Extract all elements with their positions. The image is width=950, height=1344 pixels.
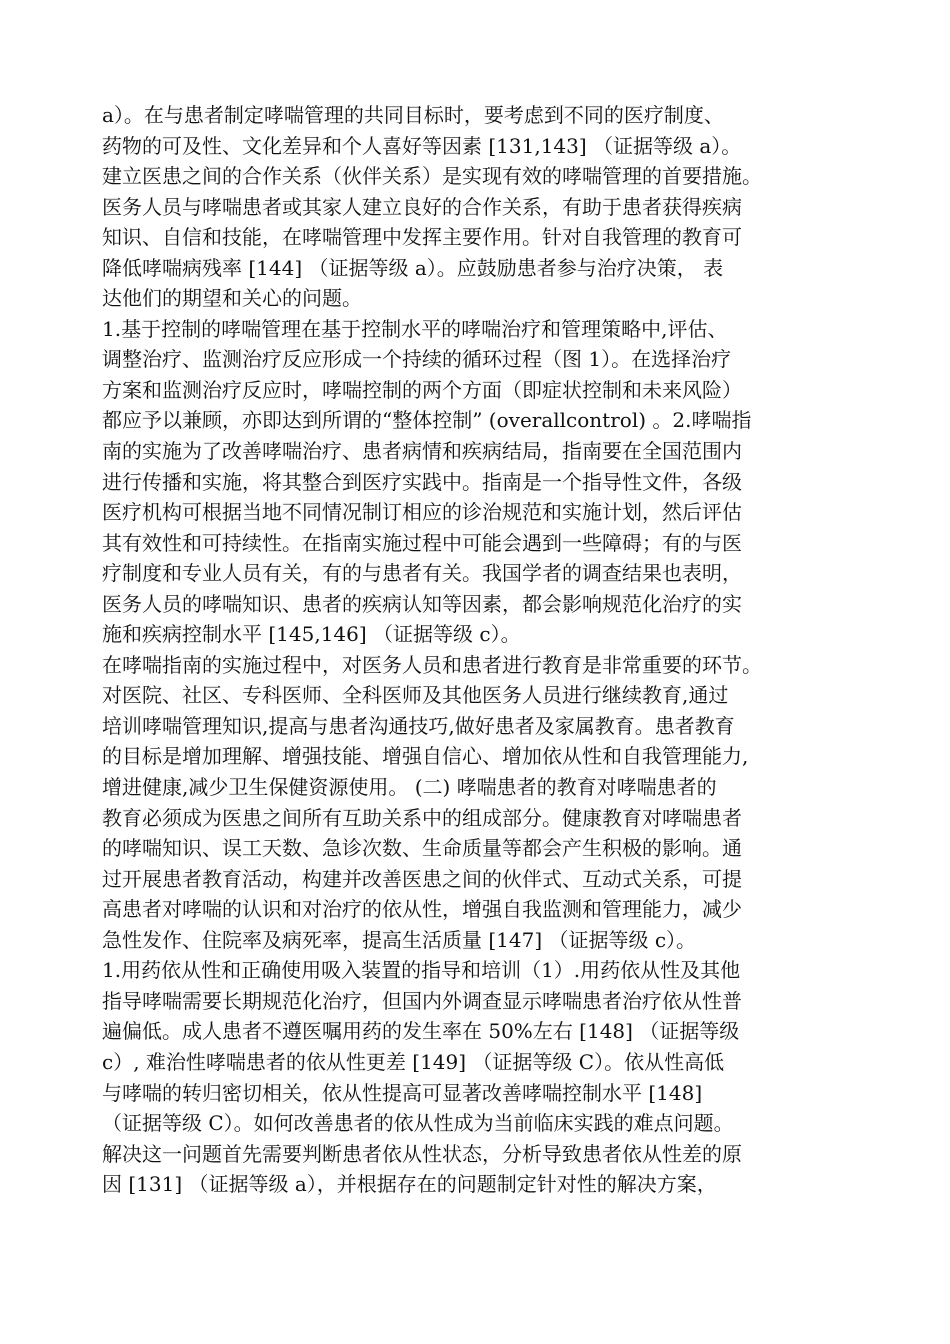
text-line: 对医院、社区、专科医师、全科医师及其他医务人员进行继续教育,通过: [102, 683, 729, 708]
text-line: （证据等级 C）。如何改善患者的依从性成为当前临床实践的难点问题。: [102, 1111, 734, 1136]
text-line: 都应予以兼顾，亦即达到所谓的“整体控制” (overallcontrol) 。2.哮喘指: [102, 408, 752, 433]
text-line: 疗制度和专业人员有关，有的与患者有关。我国学者的调查结果也表明，: [102, 561, 742, 586]
text-line: 1.用药依从性和正确使用吸入装置的指导和培训（1）.用药依从性及其他: [102, 958, 741, 983]
text-line: 增进健康,减少卫生保健资源使用。 (二) 哮喘患者的教育对哮喘患者的: [102, 775, 717, 800]
text-line: 方案和监测治疗反应时，哮喘控制的两个方面（即症状控制和未来风险）: [102, 377, 742, 402]
text-line: 药物的可及性、文化差异和个人喜好等因素 [131,143] （证据等级 a）。: [102, 133, 742, 158]
text-line: 医疗机构可根据当地不同情况制订相应的诊治规范和实施计划，然后评估: [102, 500, 742, 525]
text-line: 因 [131] （证据等级 a），并根据存在的问题制定针对性的解决方案，: [102, 1172, 717, 1197]
text-line: 建立医患之间的合作关系（伙伴关系）是实现有效的哮喘管理的首要措施。: [102, 164, 762, 189]
text-line: 教育必须成为医患之间所有互助关系中的组成部分。健康教育对哮喘患者: [102, 805, 742, 830]
text-line: 调整治疗、监测治疗反应形成一个持续的循环过程（图 1）。在选择治疗: [102, 347, 732, 372]
text-line: 与哮喘的转归密切相关，依从性提高可显著改善哮喘控制水平 [148]: [102, 1080, 703, 1105]
text-line: 解决这一问题首先需要判断患者依从性状态，分析导致患者依从性差的原: [102, 1141, 742, 1166]
text-line: 达他们的期望和关心的问题。: [102, 286, 362, 311]
text-line: 医务人员的哮喘知识、患者的疾病认知等因素，都会影响规范化治疗的实: [102, 591, 742, 616]
text-line: 急性发作、住院率及病死率，提高生活质量 [147] （证据等级 c）。: [102, 927, 697, 952]
text-line: 施和疾病控制水平 [145,146] （证据等级 c）。: [102, 622, 521, 647]
text-line: 遍偏低。成人患者不遵医嘱用药的发生率在 50%左右 [148] （证据等级: [102, 1019, 740, 1044]
text-line: 降低哮喘病残率 [144] （证据等级 a）。应鼓励患者参与治疗决策， 表: [102, 255, 724, 280]
text-line: 的哮喘知识、误工天数、急诊次数、生命质量等都会产生积极的影响。通: [102, 836, 742, 861]
text-line: 进行传播和实施，将其整合到医疗实践中。指南是一个指导性文件，各级: [102, 469, 742, 494]
text-line: 其有效性和可持续性。在指南实施过程中可能会遇到一些障碍；有的与医: [102, 530, 742, 555]
document-body: [102, 100, 872, 1200]
text-line: a）。在与患者制定哮喘管理的共同目标时，要考虑到不同的医疗制度、: [102, 103, 724, 127]
text-line: 过开展患者教育活动，构建并改善医患之间的伙伴式、互动式关系，可提: [102, 866, 742, 891]
text-line: 高患者对哮喘的认识和对治疗的依从性，增强自我监测和管理能力，减少: [102, 897, 742, 922]
text-line: 1.基于控制的哮喘管理在基于控制水平的哮喘治疗和管理策略中,评估、: [102, 316, 728, 341]
text-line: 培训哮喘管理知识,提高与患者沟通技巧,做好患者及家属教育。患者教育: [102, 713, 735, 738]
text-line: 的目标是增加理解、增强技能、增强自信心、增加依从性和自我管理能力,: [102, 744, 749, 769]
text-line: c）, 难治性哮喘患者的依从性更差 [149] （证据等级 C）。依从性高低: [102, 1049, 725, 1074]
text-line: 医务人员与哮喘患者或其家人建立良好的合作关系，有助于患者获得疾病: [102, 194, 742, 219]
text-line: 在哮喘指南的实施过程中，对医务人员和患者进行教育是非常重要的环节。: [102, 652, 762, 677]
text-line: 南的实施为了改善哮喘治疗、患者病情和疾病结局，指南要在全国范围内: [102, 439, 742, 464]
text-line: 指导哮喘需要长期规范化治疗，但国内外调查显示哮喘患者治疗依从性普: [102, 988, 742, 1013]
text-line: 知识、自信和技能，在哮喘管理中发挥主要作用。针对自我管理的教育可: [102, 225, 742, 250]
